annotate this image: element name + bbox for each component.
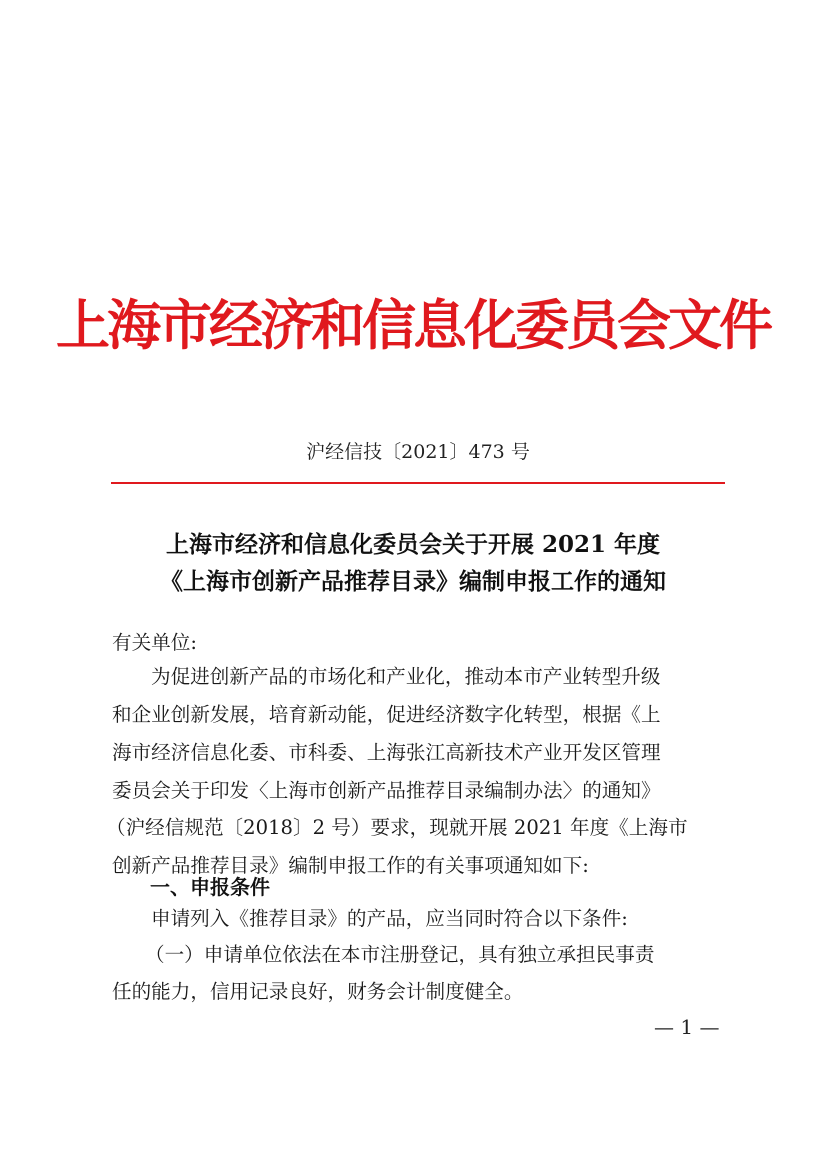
issuer-title: 上海市经济和信息化委员会文件 bbox=[56, 293, 770, 357]
intro-line-1: 为促进创新产品的市场化和产业化，推动本市产业转型升级 bbox=[151, 665, 661, 688]
page-number: — 1 — bbox=[654, 1015, 720, 1039]
section-intro: 申请列入《推荐目录》的产品，应当同时符合以下条件: bbox=[151, 907, 628, 930]
intro-line-3: 海市经济信息化委、市科委、上海张江高新技术产业开发区管理 bbox=[112, 741, 661, 764]
notice-title-line-2: 《上海市创新产品推荐目录》编制申报工作的通知 bbox=[160, 568, 666, 595]
intro-line-4: 委员会关于印发〈上海市创新产品推荐目录编制办法〉的通知》 bbox=[112, 779, 661, 802]
section-heading-conditions: 一、申报条件 bbox=[150, 875, 270, 899]
document-number: 沪经信技〔2021〕473 号 bbox=[306, 441, 530, 463]
red-separator-line bbox=[111, 482, 725, 484]
condition-item-1-line-1: （一）申请单位依法在本市注册登记，具有独立承担民事责 bbox=[145, 943, 655, 966]
intro-line-5: （沪经信规范〔2018〕2 号）要求，现就开展 2021 年度《上海市 bbox=[106, 816, 688, 839]
intro-line-6: 创新产品推荐目录》编制申报工作的有关事项通知如下: bbox=[112, 854, 589, 877]
notice-title-line-1: 上海市经济和信息化委员会关于开展 2021 年度 bbox=[165, 531, 661, 558]
intro-line-2: 和企业创新发展，培育新动能，促进经济数字化转型，根据《上 bbox=[112, 703, 661, 726]
condition-item-1-line-2: 任的能力，信用记录良好，财务会计制度健全。 bbox=[112, 980, 524, 1003]
salutation: 有关单位: bbox=[112, 631, 197, 654]
